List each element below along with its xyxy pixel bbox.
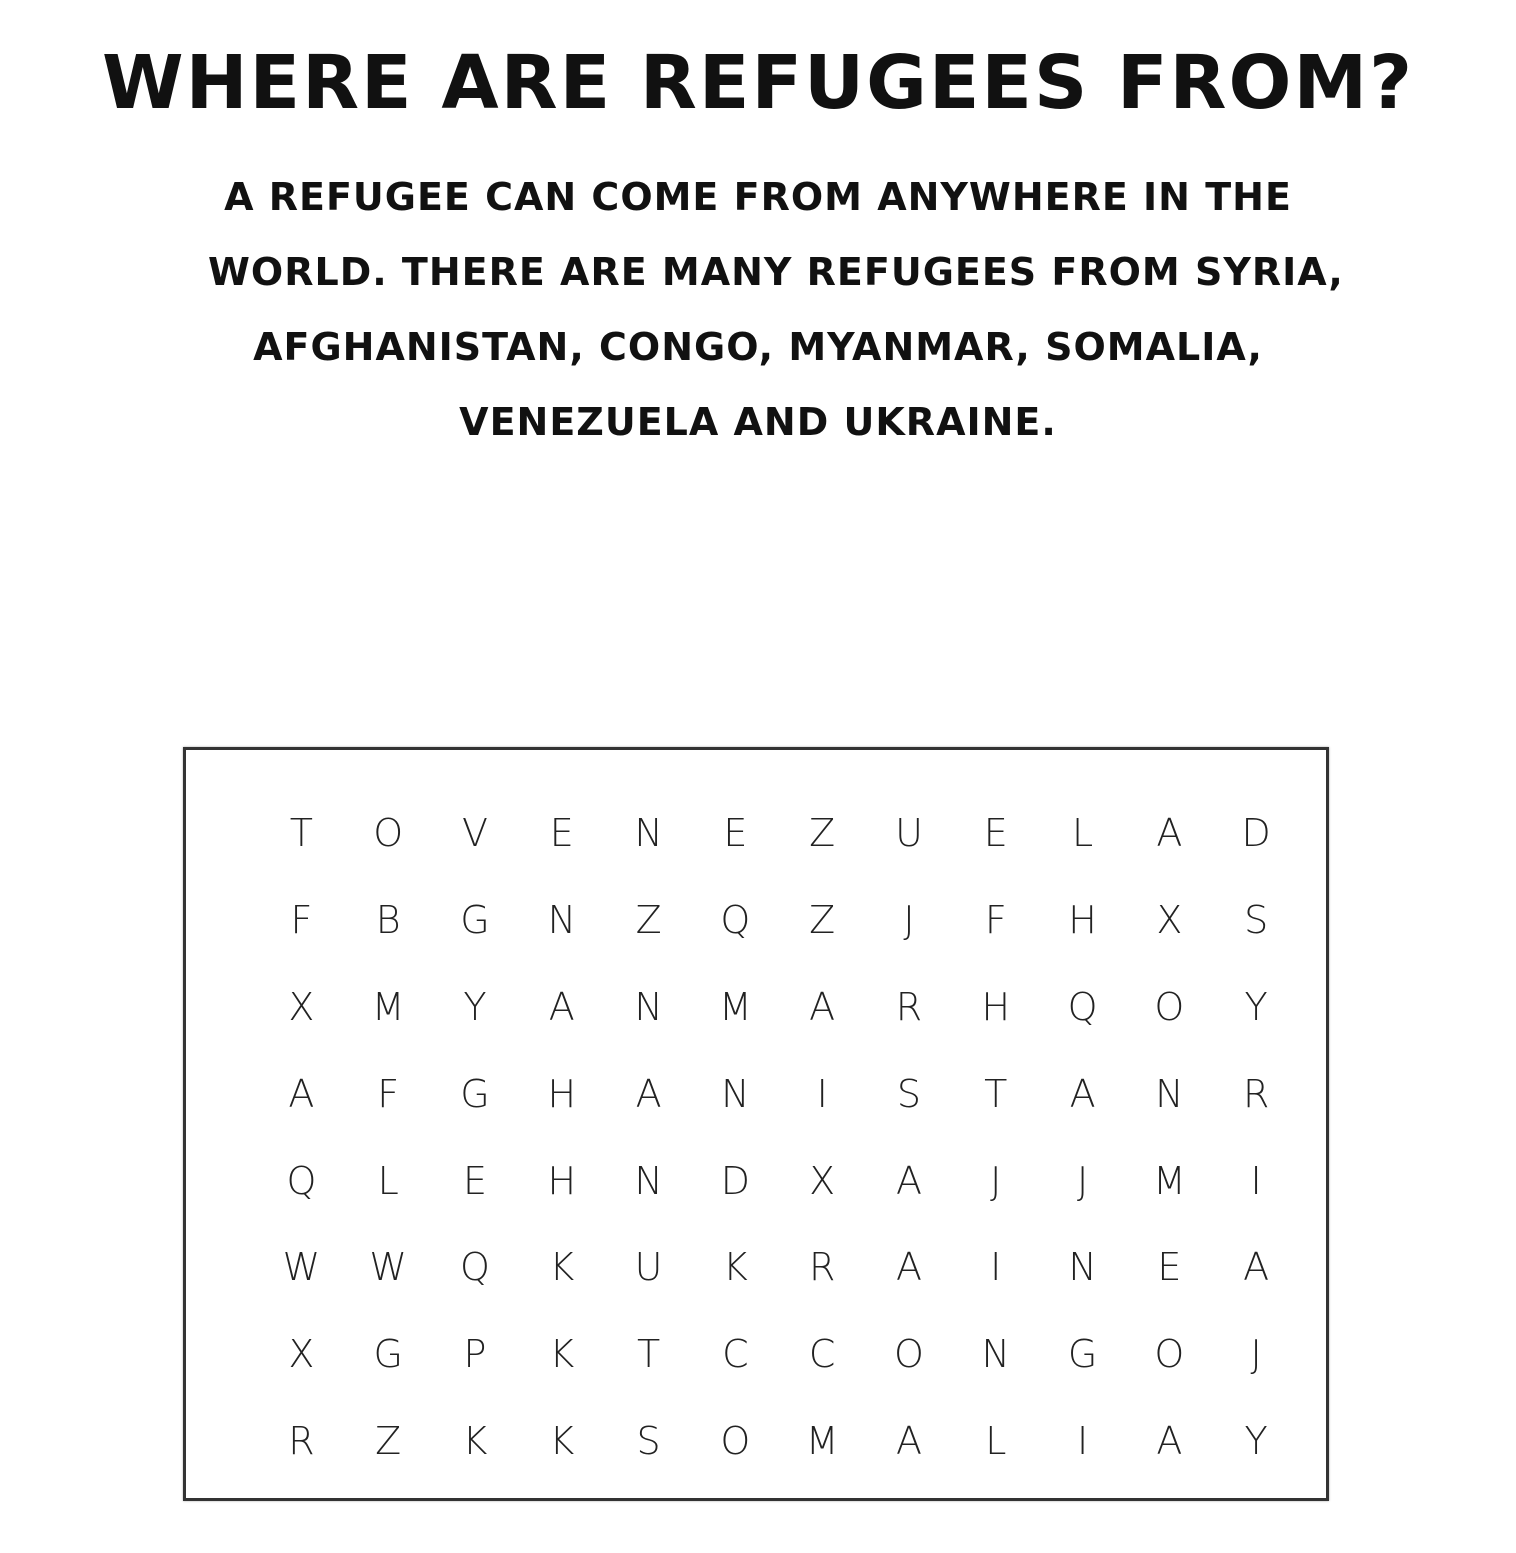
grid-letter[interactable]: R (808, 1245, 836, 1290)
grid-letter[interactable]: G (460, 898, 490, 943)
grid-letter[interactable]: O (720, 1418, 751, 1463)
grid-letter[interactable]: N (547, 898, 576, 943)
grid-letter[interactable]: G (373, 1332, 403, 1377)
grid-letter[interactable]: I (1250, 1158, 1262, 1203)
grid-letter[interactable]: V (461, 811, 488, 856)
grid-letter[interactable]: P (463, 1332, 487, 1377)
grid-letter[interactable]: A (809, 984, 836, 1029)
grid-letter[interactable]: T (984, 1071, 1008, 1116)
grid-letter[interactable]: S (896, 1071, 922, 1116)
grid-letter[interactable]: E (462, 1158, 487, 1203)
grid-letter[interactable]: L (1071, 811, 1094, 856)
grid-letter[interactable]: M (371, 984, 405, 1029)
grid-letter[interactable]: D (720, 1158, 751, 1203)
grid-letter[interactable]: Q (720, 898, 751, 943)
grid-letter[interactable]: Z (635, 898, 662, 943)
grid-letter[interactable]: E (983, 811, 1008, 856)
grid-letter[interactable]: X (288, 984, 315, 1029)
grid-letter[interactable]: A (1243, 1245, 1270, 1290)
grid-letter[interactable]: A (895, 1418, 922, 1463)
grid-letter[interactable]: L (377, 1158, 399, 1203)
grid-letter[interactable]: F (290, 898, 313, 943)
grid-letter[interactable]: N (634, 1158, 663, 1203)
grid-letter[interactable]: T (289, 811, 313, 856)
grid-letter[interactable]: T (636, 1332, 661, 1377)
grid-letter[interactable]: A (288, 1071, 315, 1116)
grid-letter[interactable]: Z (809, 898, 836, 943)
grid-letter[interactable]: X (809, 1158, 836, 1203)
grid-letter[interactable]: Q (286, 1158, 317, 1203)
grid-letter[interactable]: Q (460, 1245, 490, 1290)
word-search-grid (258, 790, 1300, 1484)
grid-letter[interactable]: O (373, 811, 404, 856)
grid-letter[interactable]: L (985, 1418, 1007, 1463)
grid-letter[interactable]: N (1068, 1245, 1097, 1290)
grid-letter[interactable]: C (808, 1332, 836, 1377)
grid-letter[interactable]: I (1076, 1418, 1089, 1463)
grid-letter[interactable]: O (894, 1332, 924, 1377)
grid-letter[interactable]: R (895, 984, 923, 1029)
grid-letter[interactable]: N (634, 811, 663, 856)
grid-letter[interactable]: H (547, 1071, 577, 1116)
grid-letter[interactable]: M (1152, 1158, 1186, 1203)
grid-letter[interactable]: W (282, 1245, 321, 1290)
grid-letter[interactable]: K (722, 1245, 748, 1290)
grid-letter[interactable]: Y (1244, 984, 1268, 1029)
grid-letter[interactable]: A (1156, 1418, 1183, 1463)
grid-letter[interactable]: J (1076, 1158, 1089, 1203)
grid-letter[interactable]: S (636, 1418, 661, 1463)
grid-letter[interactable]: H (1068, 898, 1097, 943)
grid-letter[interactable]: O (1154, 984, 1185, 1029)
grid-letter[interactable]: O (1154, 1332, 1185, 1377)
grid-letter[interactable]: X (288, 1332, 315, 1377)
grid-letter[interactable]: J (1250, 1332, 1262, 1377)
grid-letter[interactable]: K (549, 1245, 575, 1290)
grid-letter[interactable]: E (1157, 1245, 1182, 1290)
grid-letter[interactable]: D (1241, 811, 1271, 856)
grid-letter[interactable]: A (1156, 811, 1183, 856)
grid-letter[interactable]: R (1242, 1071, 1270, 1116)
grid-letter[interactable]: K (462, 1418, 488, 1463)
grid-letter[interactable]: G (1067, 1332, 1098, 1377)
grid-letter[interactable]: W (369, 1245, 407, 1290)
grid-letter[interactable]: A (895, 1245, 922, 1290)
intro-line: A REFUGEE CAN COME FROM ANYWHERE IN THE (224, 175, 1292, 219)
grid-letter[interactable]: K (549, 1418, 575, 1463)
grid-letter[interactable]: B (375, 898, 401, 943)
grid-letter[interactable]: N (721, 1071, 750, 1116)
grid-letter[interactable]: Y (463, 984, 487, 1029)
word-search-box (183, 747, 1329, 1501)
grid-letter[interactable]: Z (375, 1418, 402, 1463)
grid-letter[interactable]: Z (809, 811, 836, 856)
grid-letter[interactable]: A (548, 984, 575, 1029)
grid-letter[interactable]: M (718, 984, 752, 1029)
grid-letter[interactable]: E (723, 811, 748, 856)
grid-letter[interactable]: K (549, 1332, 575, 1377)
grid-letter[interactable]: A (895, 1158, 922, 1203)
grid-letter[interactable]: E (549, 811, 574, 856)
grid-letter[interactable]: R (288, 1418, 315, 1463)
grid-letter[interactable]: F (377, 1071, 400, 1116)
grid-letter[interactable]: Q (1067, 984, 1098, 1029)
grid-letter[interactable]: S (1244, 898, 1269, 943)
grid-letter[interactable]: I (816, 1071, 828, 1116)
grid-letter[interactable]: A (1069, 1071, 1096, 1116)
grid-letter[interactable]: A (635, 1071, 662, 1116)
intro-line: WORLD. THERE ARE MANY REFUGEES FROM SYRIA, (208, 250, 1344, 294)
grid-letter[interactable]: I (990, 1245, 1002, 1290)
grid-letter[interactable]: H (981, 984, 1011, 1029)
page-title: WHERE ARE REFUGEES FROM? (101, 40, 1415, 126)
grid-letter[interactable]: Y (1244, 1418, 1268, 1463)
grid-letter[interactable]: G (460, 1071, 490, 1116)
grid-letter[interactable]: U (634, 1245, 663, 1290)
grid-letter[interactable]: J (990, 1158, 1002, 1203)
grid-letter[interactable]: X (1156, 898, 1183, 943)
grid-letter[interactable]: M (805, 1418, 839, 1463)
grid-letter[interactable]: F (984, 898, 1007, 943)
grid-letter[interactable]: C (722, 1332, 749, 1377)
grid-letter[interactable]: J (903, 898, 915, 943)
intro-paragraph (208, 160, 1344, 460)
grid-letter[interactable]: N (634, 984, 663, 1029)
grid-letter[interactable]: U (895, 811, 923, 856)
grid-letter[interactable]: N (981, 1332, 1010, 1377)
grid-letter[interactable]: H (547, 1158, 577, 1203)
grid-letter[interactable]: N (1155, 1071, 1184, 1116)
intro-line: AFGHANISTAN, CONGO, MYANMAR, SOMALIA, (253, 325, 1263, 369)
intro-line: VENEZUELA AND UKRAINE. (459, 400, 1057, 444)
